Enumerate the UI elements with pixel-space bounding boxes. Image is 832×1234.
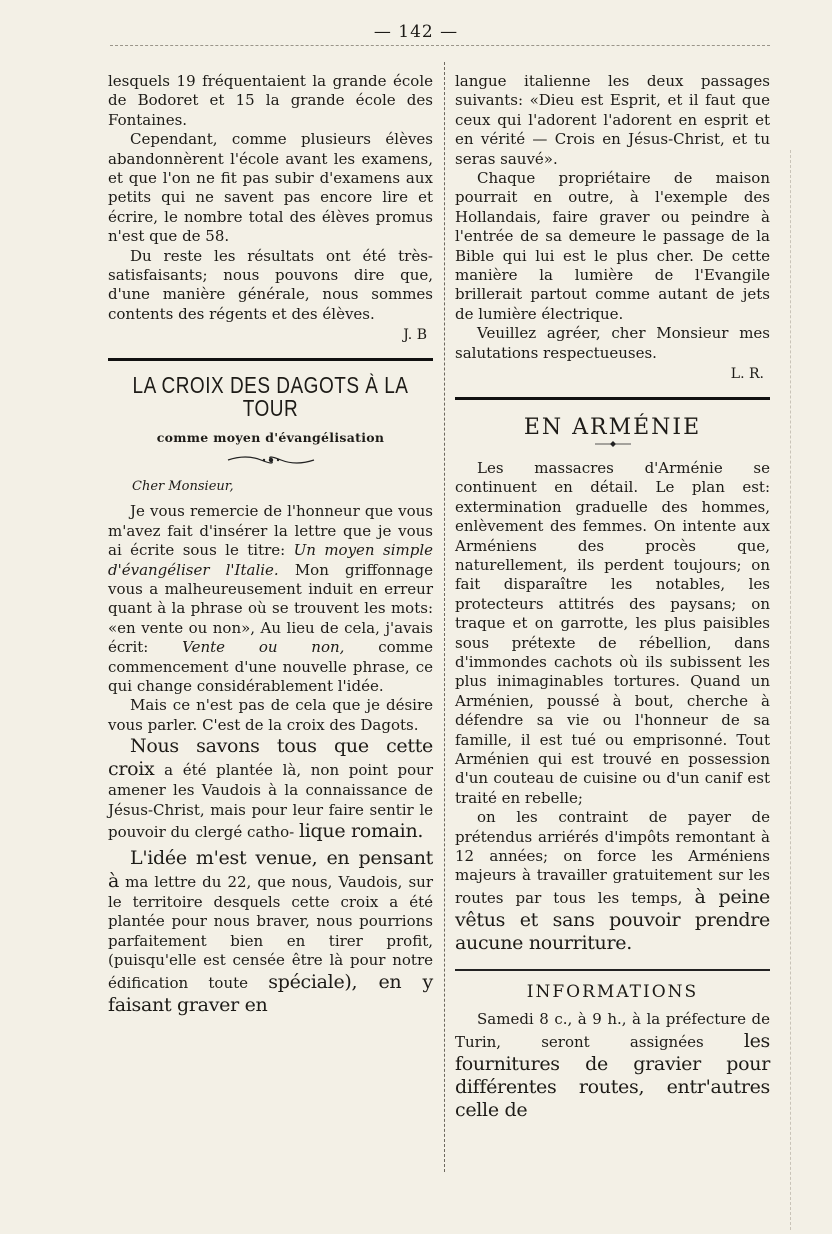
paragraph (108, 502, 433, 696)
article-title: LA CROIX DES DAGOTS À LA TOUR (132, 373, 409, 423)
page-number: — 142 — (373, 22, 459, 42)
text-run: a été plantée là, non point pour amener les Vaudois à la connaissance de Jésus-Christ, mais pour leur faire sentir le pouvoir du clergé catho- (108, 761, 433, 841)
signature: L. R. (730, 366, 764, 383)
text-run: ma lettre du 22, que nous, Vaudois, sur le territoire desquels cette croix a été plantée pour nous braver, nous pourrions parfaitement bien en tirer profit, (puisqu'elle est censée être là pour notre édification toute (108, 873, 433, 992)
paragraph: lesquels 19 fréquentaient la grande école de Bodoret et 15 la grande école des Fontaines. (108, 72, 433, 129)
signature: J. B (403, 327, 427, 344)
text-run: comme commencement d'une nouvelle phrase, ce qui change considérablement l'idée. (108, 638, 433, 695)
text-run: lique romain. (298, 820, 424, 842)
article-title: EN ARMÉNIE (523, 414, 702, 440)
left-column (108, 72, 433, 1017)
text-run: Je vous remercie de l'honneur que vous m'avez fait d'insérer la lettre que je vous ai écrite sous le titre: (108, 502, 433, 560)
paragraph: Les massacres d'Arménie se continuent en détail. Le plan est: extermination graduelle des hommes, enlèvement des femmes. On intente aux Arméniens des procès que, naturellement, ils perdent toujours; on fait disparaître les notables, les protecteurs attitrés des paysans; on traque et on garrotte, les plus paisibles sous prétexte de rébellion, dans d'immondes cachots où ils subissent les plus inimaginables tortures. Quand un Arménien, poussé à bout, cherche à défendre sa vie ou l'honneur de sa famille, il est tué ou emprisonné. Tout Arménien qui est trouvé en possession d'un couteau de cuisine ou d'un canif est traité en rebelle; (455, 458, 770, 807)
flourish-ornament (226, 453, 316, 467)
page-edge-mark (790, 150, 805, 1230)
paragraph: Cependant, comme plusieurs élèves abandonnèrent l'école avant les examens, et que l'on ne fit pas subir d'examens aux petits qui ne savent pas encore lire et écrire, le nombre total des élèves promus n'est que de 58. (108, 130, 433, 246)
text-run: les fournitures de gravier pour différentes routes, entr'autres celle de (455, 1029, 770, 1121)
paragraph: Mais ce n'est pas de cela que je désire vous parler. C'est de la croix des Dagots. (108, 696, 433, 734)
text-run: Mon griffonnage vous a malheureusement induit en erreur quant à la phrase où se trouvent les mots: «en vente ou non», Au lieu de cela, j'avais écrit: (108, 560, 433, 657)
paragraph: Chaque propriétaire de maison pourrait en outre, à l'exemple des Hollandais, faire graver ou peindre à l'entrée de sa demeure le passage de la Bible qui lui est le plus cher. De cette manière la lumière de l'Evangile brillerait partout comme autant de jets de lumière électrique. (455, 169, 770, 323)
paragraph: Du reste les résultats ont été très-satisfaisants; nous pouvons dire que, d'une manière générale, nous sommes contents des régents et des élèves. (108, 246, 433, 323)
text-run: on les contraint de payer de prétendus arriérés d'impôts remontant à 12 années; on force les Arméniens majeurs à travailler gratuitement sur les routes par tous les temps, (455, 808, 770, 907)
paragraph (455, 1010, 770, 1121)
section-rule (455, 969, 770, 971)
paragraph (455, 808, 770, 955)
italic-title: Un moyen simple d'évangéliser l'Italie. (108, 541, 433, 579)
salutation: Cher Monsieur, (132, 478, 234, 494)
article-subtitle: comme moyen d'évangélisation (156, 429, 385, 445)
text-run: Nous savons tous que cette croix (108, 735, 433, 781)
right-column (455, 72, 770, 1122)
text-run: L'idée m'est venue, en pensant à (108, 847, 433, 892)
italic-phrase: Vente ou non, (182, 638, 345, 657)
column-divider (444, 62, 445, 1172)
text-run: spéciale), en y faisant graver en (108, 970, 433, 1016)
paragraph (108, 847, 433, 1017)
text-run: Samedi 8 c., à 9 h., à la préfecture de Turin, seront assignées (455, 1010, 770, 1051)
small-ornament (593, 439, 633, 449)
paragraph (108, 735, 433, 843)
paragraph: Veuillez agréer, cher Monsieur mes salutations respectueuses. (455, 324, 770, 362)
section-rule (455, 397, 770, 400)
paragraph: langue italienne les deux passages suivants: «Dieu est Esprit, et il faut que ceux qui l'adorent l'adorent en esprit et en vérité — Crois en Jésus-Christ, et tu seras sauvé». (455, 72, 770, 168)
section-rule (108, 358, 433, 361)
article-title: INFORMATIONS (526, 981, 699, 1002)
text-run: à peine vêtus et sans pouvoir prendre aucune nourriture. (455, 885, 770, 954)
header-rule (110, 45, 770, 46)
